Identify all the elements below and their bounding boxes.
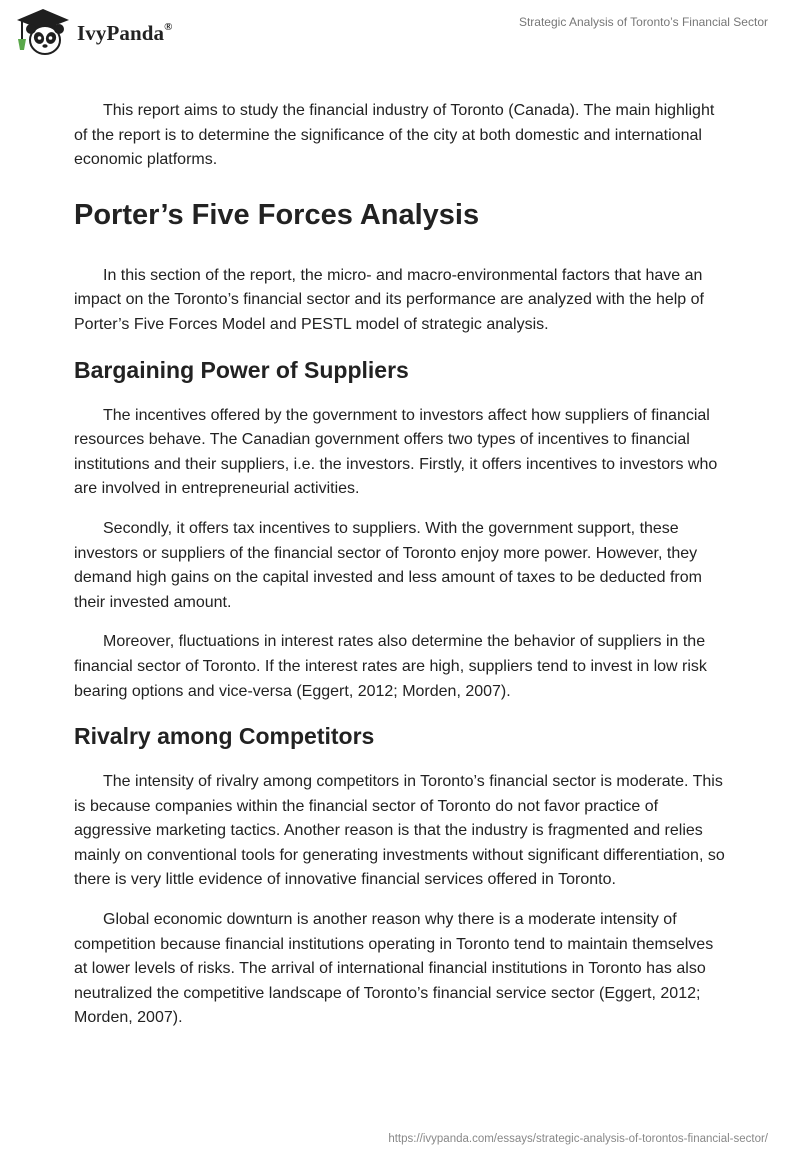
page-header bbox=[0, 0, 800, 66]
section-intro-paragraph: In this section of the report, the micro- and macro-environmental factors that have an impact on the Toronto’s financial sector and its performance are analyzed with the help of Porter’s Five Forces Model and PESTL model of strategic analysis. bbox=[74, 266, 704, 333]
intro-paragraph: This report aims to study the financial industry of Toronto (Canada). The main highlight of the report is to determine the significance of the city at both domestic and international economic platforms. bbox=[74, 102, 715, 169]
suppliers-paragraph-2: Secondly, it offers tax incentives to suppliers. With the government support, these investors or suppliers of the financial sector of Toronto enjoy more power. However, they demand high gains on the capital invested and less amount of taxes to be deducted from their invested amount. bbox=[74, 519, 702, 611]
trademark-symbol: ® bbox=[164, 20, 173, 33]
article-body bbox=[74, 99, 726, 1046]
source-url-link[interactable]: https://ivypanda.com/essays/strategic-analysis-of-torontos-financial-sector/ bbox=[388, 1133, 768, 1145]
document-title: Strategic Analysis of Toronto’s Financial Sector bbox=[518, 15, 768, 29]
rivalry-paragraph-2: Global economic downturn is another reason why there is a moderate intensity of competition because financial institutions operating in Toronto tend to maintain themselves at lower levels of risks. The arrival of international financial institutions in Toronto has also neutralized the competitive landscape of Toronto’s financial service sector (Eggert, 2012; Morden, 2007). bbox=[74, 911, 714, 1027]
brand-name: IvyPanda® bbox=[77, 20, 173, 45]
brand-logo[interactable] bbox=[16, 6, 173, 58]
suppliers-paragraph-1: The incentives offered by the government to investors affect how suppliers of financial resources behave. The Canadian government offers two types of incentives to financial institutions and their suppliers, i.e. the investors. Firstly, it offers incentives to investors who are involved in entrepreneurial activities. bbox=[74, 406, 718, 498]
rivalry-paragraph-1: The intensity of rivalry among competitors in Toronto’s financial sector is moderate. This is because companies within the financial sector of Toronto do not favor practice of aggressive marketing tactics. Another reason is that the industry is fragmented and relies mainly on conventional tools for generating investments without significant differentiation, so there is very little evidence of innovative financial services offered in Toronto. bbox=[74, 773, 725, 889]
heading-rivalry-among-competitors: Rivalry among Competitors bbox=[74, 723, 375, 750]
heading-porters-five-forces: Porter’s Five Forces Analysis bbox=[74, 198, 480, 231]
panda-graduate-icon bbox=[16, 7, 70, 57]
heading-bargaining-power-suppliers: Bargaining Power of Suppliers bbox=[74, 356, 409, 383]
suppliers-paragraph-3: Moreover, fluctuations in interest rates also determine the behavior of suppliers in the financial sector of Toronto. If the interest rates are high, suppliers tend to invest in low risk bearing options and vice-versa (Eggert, 2012; Morden, 2007). bbox=[74, 633, 707, 700]
